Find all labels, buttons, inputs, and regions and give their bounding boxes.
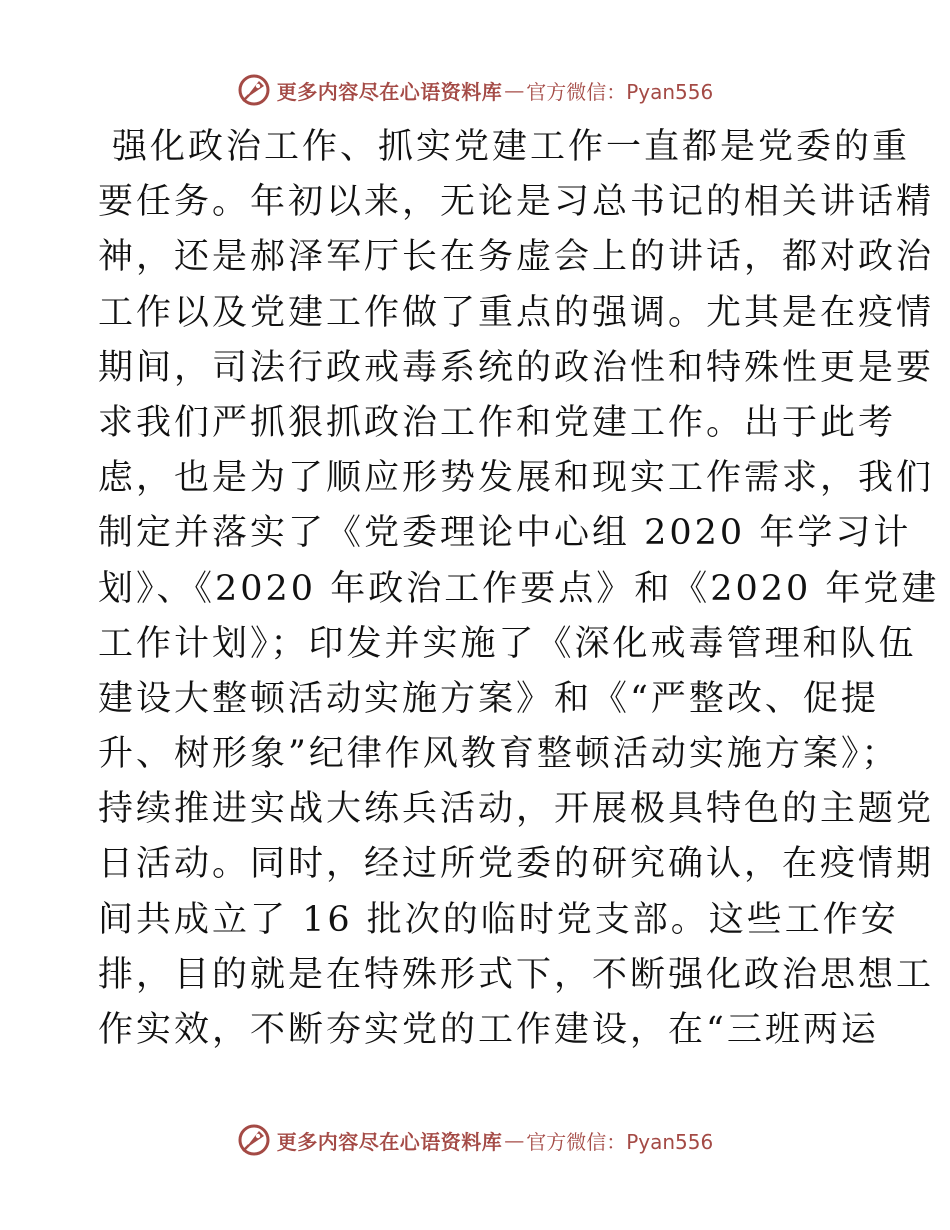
body-line: 排，目的就是在特殊形式下，不断强化政治思想工 xyxy=(98,954,935,995)
footer-brand-text: 更多内容尽在心语资料库 xyxy=(276,1129,503,1154)
body-line: 强化政治工作、抓实党建工作一直都是党委的重 xyxy=(112,127,911,167)
pen-nib-logo-icon xyxy=(237,73,271,107)
header-brand-text: 更多内容尽在心语资料库 xyxy=(276,79,503,104)
header-wechat-text: 官方微信：Pyan556 xyxy=(526,79,714,104)
body-line: 求我们严抓狠抓政治工作和党建工作。出于此考 xyxy=(98,402,897,443)
footer-watermark-banner xyxy=(0,1120,950,1160)
body-line: 期间，司法行政戒毒系统的政治性和特殊性更是要 xyxy=(98,347,935,388)
pen-nib-logo-icon xyxy=(237,1123,271,1157)
body-line: 制定并落实了《党委理论中心组 2020 年学习计 xyxy=(98,513,912,554)
body-line: 工作以及党建工作做了重点的强调。尤其是在疫情 xyxy=(98,292,935,333)
header-watermark-banner xyxy=(0,70,950,110)
body-line: 持续推进实战大练兵活动，开展极具特色的主题党 xyxy=(98,789,935,830)
body-line: 升、树形象”纪律作风教育整顿活动实施方案》； xyxy=(98,734,900,775)
body-line: 虑，也是为了顺应形势发展和现实工作需求，我们 xyxy=(98,458,935,499)
body-line: 神，还是郝泽军厅长在务虚会上的讲话，都对政治 xyxy=(98,237,935,278)
footer-wechat-text: 官方微信：Pyan556 xyxy=(526,1129,714,1154)
body-line: 作实效，不断夯实党的工作建设，在“三班两运 xyxy=(98,1010,879,1050)
body-line: 日活动。同时，经过所党委的研究确认，在疫情期 xyxy=(98,844,935,885)
body-line: 间共成立了 16 批次的临时党支部。这些工作安 xyxy=(98,899,899,940)
document-body xyxy=(98,120,940,1058)
body-line: 划》、《2020 年政治工作要点》和《2020 年党建 xyxy=(98,568,940,609)
header-separator: — xyxy=(504,78,525,102)
footer-separator: — xyxy=(504,1128,525,1152)
body-line: 要任务。年初以来，无论是习总书记的相关讲话精 xyxy=(98,182,935,223)
body-line: 建设大整顿活动实施方案》和《“严整改、促提 xyxy=(98,678,879,719)
body-line: 工作计划》；印发并实施了《深化戒毒管理和队伍 xyxy=(98,623,917,664)
